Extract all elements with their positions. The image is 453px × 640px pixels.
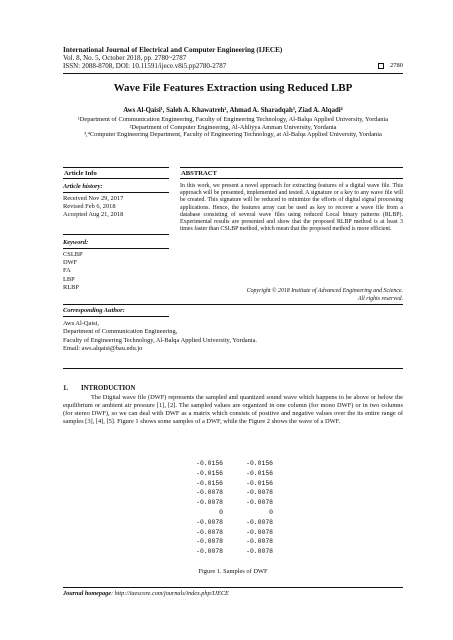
author-block <box>63 107 403 139</box>
corresponding-heading: Corresponding Author: <box>63 307 169 317</box>
keyword: DWF <box>63 259 78 267</box>
sample-value: -0.0078 <box>246 538 273 546</box>
journal-footer <box>63 590 229 597</box>
sample-row <box>183 479 273 489</box>
sample-value: -0.0078 <box>196 538 223 546</box>
sample-value: 0 <box>219 508 223 516</box>
abstract-heading: ABSTRACT <box>180 167 403 179</box>
page-number: 2780 <box>390 62 403 69</box>
corresponding-author-block <box>63 307 403 353</box>
sample-value: -0.0156 <box>246 479 273 487</box>
corresponding-line: Faculty of Engineering Technology, Al-Balqa Applied University, Yordania. <box>63 336 258 344</box>
keyword: FA <box>63 267 71 275</box>
volume-line: Vol. 8, No. 5, October 2018, pp. 2780~2787 <box>63 54 187 63</box>
footer-divider <box>63 587 403 588</box>
journal-header <box>63 46 403 71</box>
keyword-heading: Keyword: <box>63 239 169 249</box>
square-icon <box>378 63 384 69</box>
footer-label: Journal homepage <box>63 590 111 597</box>
sample-row <box>183 528 273 538</box>
corresponding-email: Email: aws.alqaisi@bau.edu.jo <box>63 344 143 352</box>
sample-row <box>183 459 273 469</box>
article-info-heading: Article Info <box>63 167 169 179</box>
sample-value: -0.0078 <box>196 518 223 526</box>
section-title: INTRODUCTION <box>81 385 136 392</box>
corresponding-line: Aws Al-Qaisi, <box>63 320 99 328</box>
corresponding-divider-bottom <box>63 368 403 369</box>
corresponding-line: Department of Communication Engineering, <box>63 328 178 336</box>
sample-value: -0.0078 <box>246 518 273 526</box>
sample-row <box>183 488 273 498</box>
abstract-text: In this work, we present a novel approach for extracting features of a digital wave file. This approach will be presented, implemented and tested. A signature or a key to any wave file will be created. This signature will be reduced to minimize the efforts of digital signal processing applications. Hence, the features array can be used as key to recover a wave file from a database consisting of several wave files using reduced Local binary patterns (RLBP). Experimental results are presented and show that the proposed RLBP method is at least 3 times faster than CSLBP method, which mean that the proposed method is more efficient. <box>180 183 403 233</box>
sample-value: 0 <box>269 508 273 516</box>
affiliation: ¹Department of Communication Engineering, Faculty of Engineering Technology, Al-Balqa Applied University, Yordania <box>77 115 389 123</box>
section-heading <box>63 385 135 392</box>
corresponding-divider-top <box>63 304 403 305</box>
sample-value: -0.0156 <box>246 460 273 467</box>
page-number-block <box>378 62 403 70</box>
sample-value: -0.0078 <box>196 499 223 507</box>
history-item: Received Nov 29, 2017 <box>63 195 124 202</box>
sample-value: -0.0078 <box>196 528 223 536</box>
sample-row <box>183 537 273 547</box>
keyword: RLBP <box>63 283 79 291</box>
section-number: 1. <box>63 385 69 392</box>
keyword: LBP <box>63 275 75 283</box>
paper-title: Wave File Features Extraction using Reduced LBP <box>113 82 353 94</box>
sample-value: -0.0078 <box>246 489 273 497</box>
sample-value: -0.0156 <box>196 460 223 467</box>
history-item: Accepted Aug 21, 2018 <box>63 211 124 218</box>
header-divider <box>63 73 403 74</box>
sample-value: -0.0156 <box>196 469 223 477</box>
article-history <box>63 183 169 219</box>
footer-url[interactable]: : http://iaescore.com/journals/index.php/IJECE <box>110 590 229 597</box>
history-heading: Article history: <box>63 183 169 193</box>
keyword-block <box>63 234 169 292</box>
sample-value: -0.0078 <box>246 499 273 507</box>
copyright-notice <box>180 288 403 303</box>
copyright-line: All rights reserved. <box>357 295 403 302</box>
introduction-paragraph: The Digital wave file (DWF) represents the sampled and quantized sound wave which happens to be above or below the equilibrium or ambient air pressure [1], [2]. The sampled values are organized in one column (for mono DWF) or in two columns (for stereo DWF), so we can deal with DWF as a matrix which consists of positive and negative values over the its entire range of samples [3], [4], [5]. Figure 1 shows some samples of a DWF, while the Figure 2 shows the wave of a DWF. <box>63 394 403 426</box>
history-item: Revised Feb 6, 2018 <box>63 203 116 210</box>
sample-row <box>183 518 273 528</box>
affiliation: ²Department of Computer Engineering, Al-Ahliyya Amman University, Yordania <box>129 123 337 131</box>
author-names: Aws Al-Qaisi¹, Saleh A. Khawatreh², Ahmad A. Sharadqah³, Ziad A. Alqadi⁴ <box>123 107 343 114</box>
sample-value: -0.0078 <box>196 489 223 497</box>
copyright-line: Copyright © 2018 Institute of Advanced Engineering and Science. <box>246 288 403 294</box>
sample-value: -0.0078 <box>196 548 223 556</box>
sample-row <box>183 547 273 557</box>
journal-name: International Journal of Electrical and Computer Engineering (IJECE) <box>63 46 283 54</box>
figure-caption: Figure 1. Samples of DWF <box>198 568 268 575</box>
sample-value: -0.0078 <box>246 548 273 556</box>
keyword: CSLBP <box>63 251 83 258</box>
sample-row <box>183 508 273 518</box>
sample-row <box>183 498 273 508</box>
sample-value: -0.0156 <box>196 479 223 487</box>
affiliation: ³,⁴Computer Engineering Department, Faculty of Engineering Technology, at Al-Balqa Applied University, Yordania <box>84 131 382 139</box>
keyword-list <box>63 251 169 292</box>
sample-row <box>183 469 273 479</box>
sample-value: -0.0078 <box>246 528 273 536</box>
issn-line: ISSN: 2088-8708, DOI: 10.11591/ijece.v8i5.pp2780-2787 <box>63 62 227 71</box>
sample-value: -0.0156 <box>246 469 273 477</box>
dwf-samples-table <box>183 459 273 557</box>
